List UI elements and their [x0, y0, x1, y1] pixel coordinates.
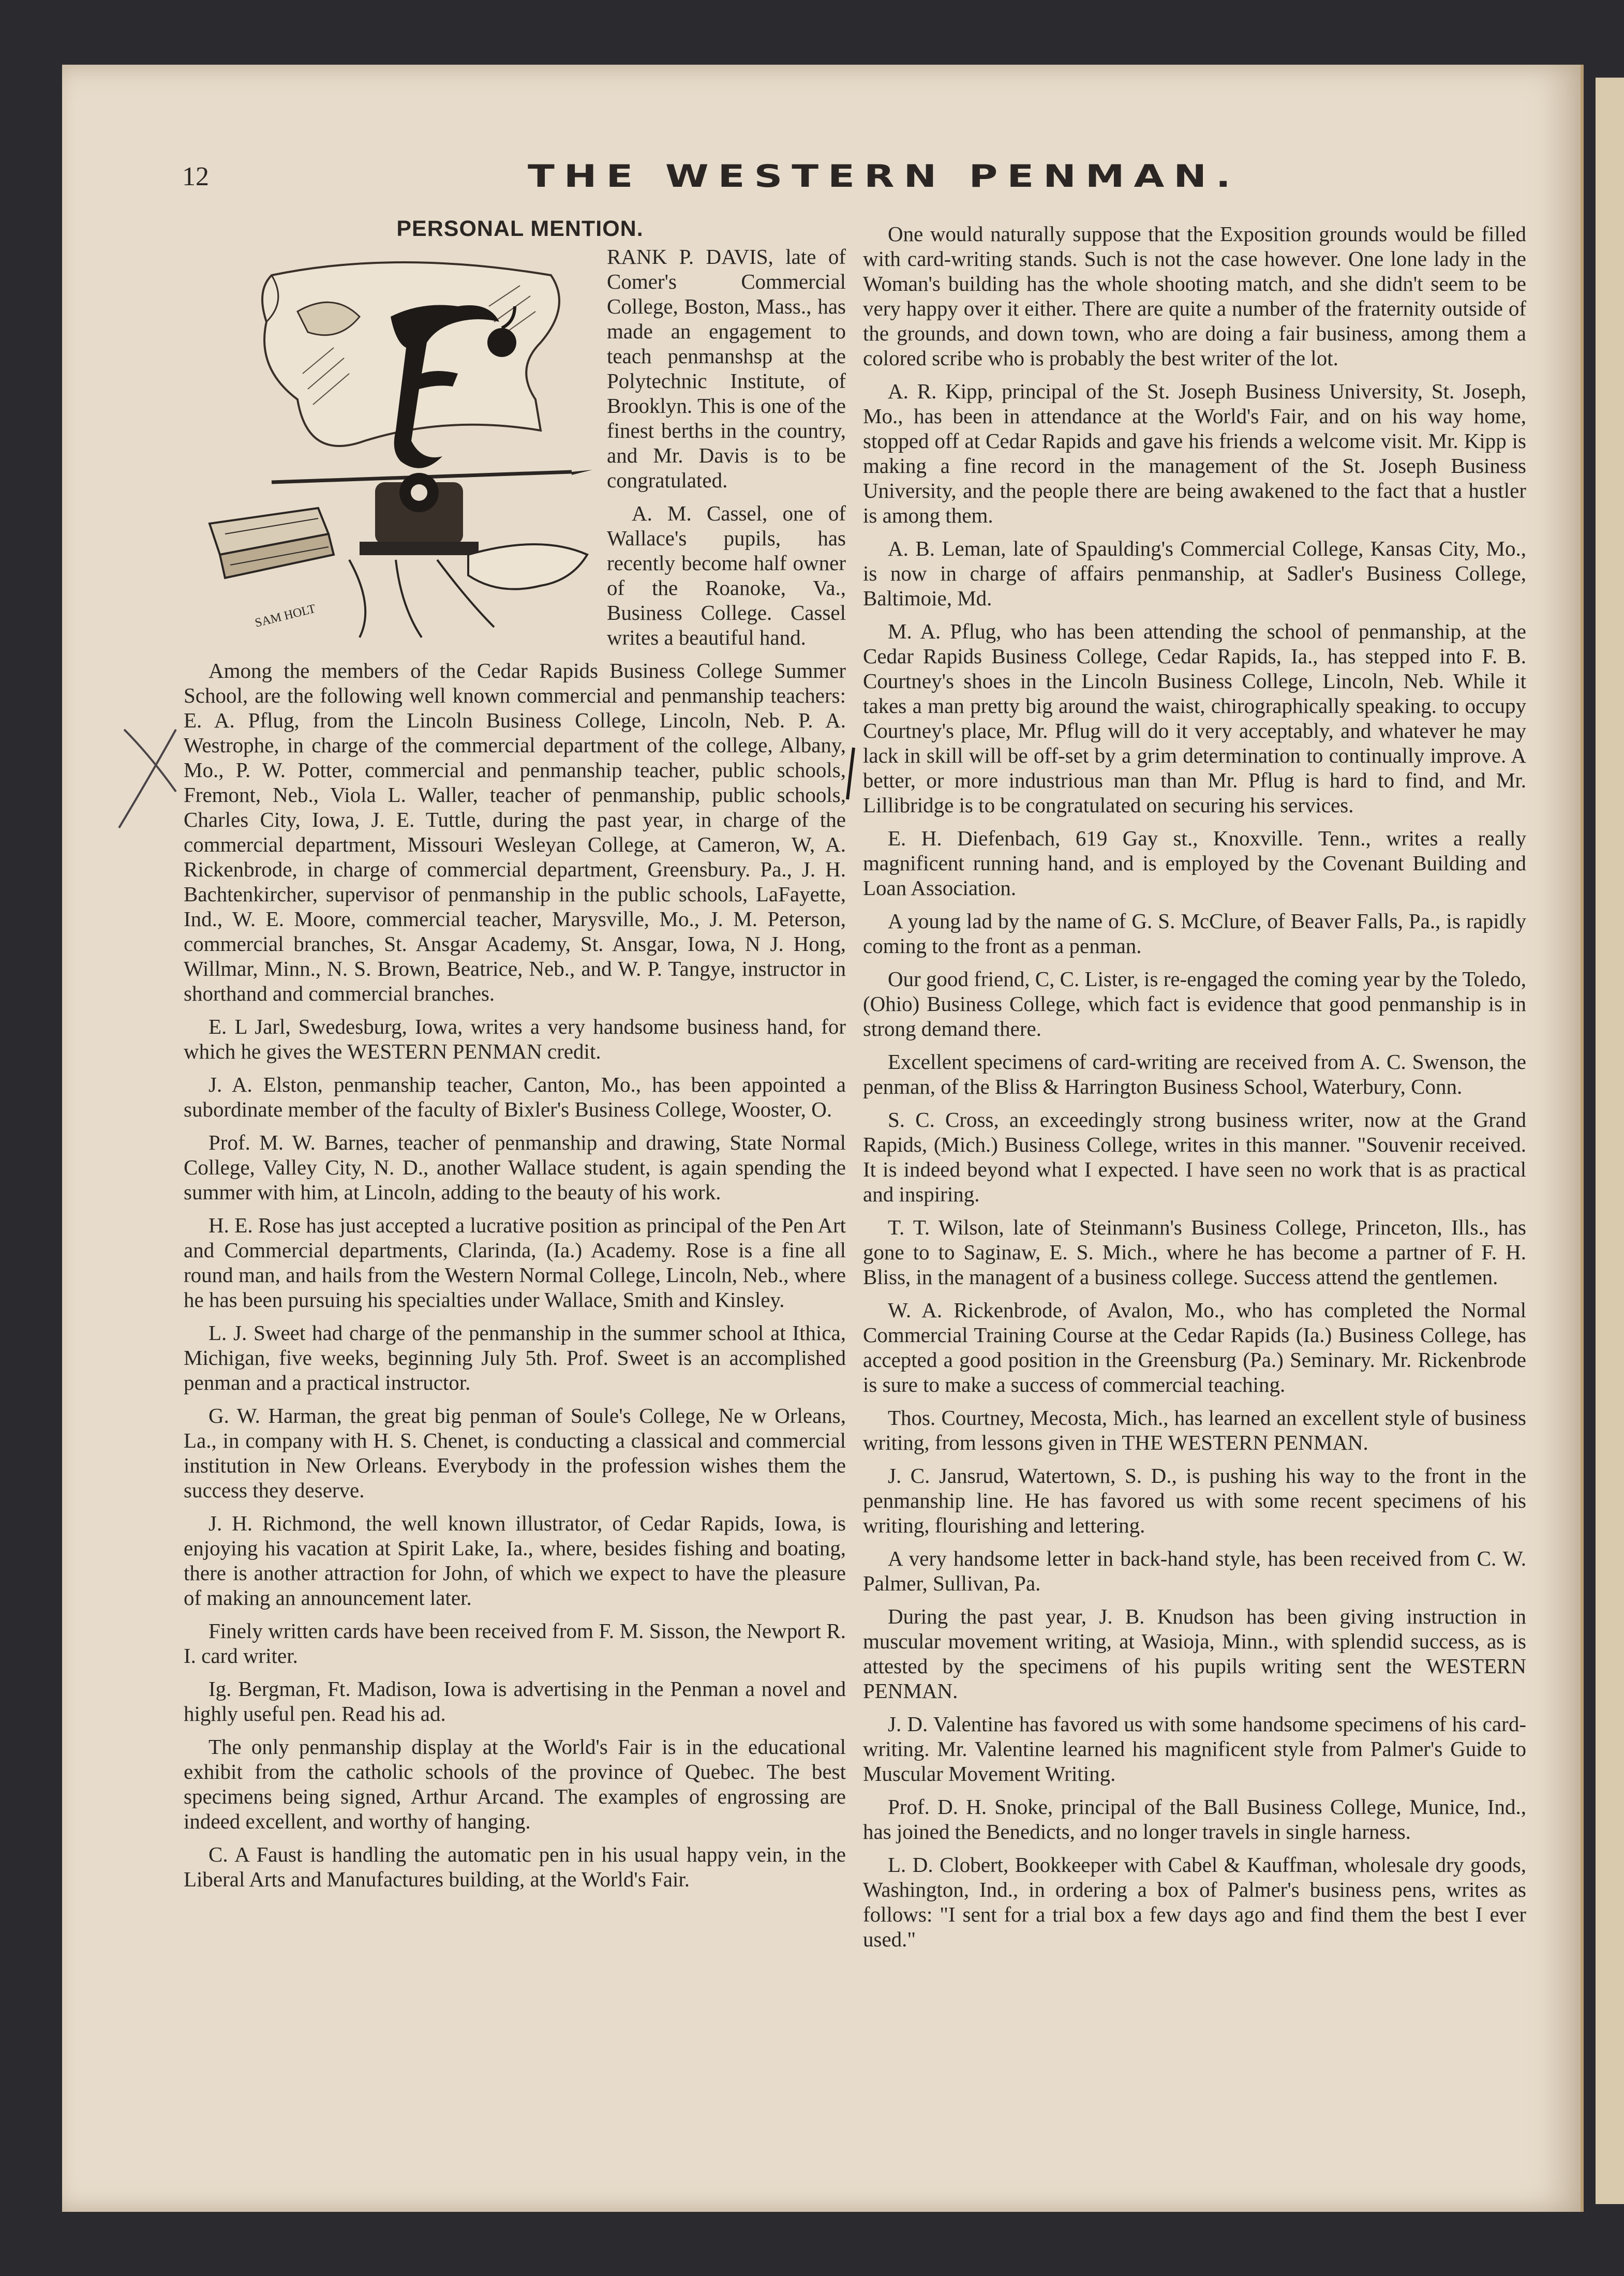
- paragraph: A young lad by the name of G. S. McClure, of Beaver Falls, Pa., is rapidly coming to the front as a penman.: [863, 909, 1526, 958]
- paragraph: Prof. D. H. Snoke, principal of the Ball Business College, Munice, Ind., has joined the Benedicts, and no longer travels in single harness.: [863, 1795, 1526, 1843]
- paragraph: G. W. Harman, the great big penman of Soule's College, Ne w Orleans, La., in company with H. S. Chenet, is conducting a classical and commercial institution in New Orleans. Everybody in the profession wishes them the success they deserve.: [184, 1404, 846, 1502]
- paragraph: Excellent specimens of card-writing are received from A. C. Swenson, the penman, of the Bliss & Harrington Business School, Waterbury, Conn.: [863, 1050, 1526, 1098]
- paragraph: J. D. Valentine has favored us with some handsome specimens of his card-writing. Mr. Valentine learned his magnificent style from Palmer's Guide to Muscular Movement Writing.: [863, 1712, 1526, 1786]
- paragraph: Thos. Courtney, Mecosta, Mich., has learned an excellent style of business writing, from lessons given in THE WESTERN PENMAN.: [863, 1406, 1526, 1454]
- paragraph: Our good friend, C, C. Lister, is re-engaged the coming year by the Toledo, (Ohio) Business College, which fact is evidence that good penmanship is in strong demand there.: [863, 967, 1526, 1040]
- paragraph: T. T. Wilson, late of Steinmann's Business College, Princeton, Ills., has gone to to Saginaw, E. S. Mich., where he has become a partner of F. H. Bliss, in the managent of a business college. Success attend the gentlemen.: [863, 1215, 1526, 1289]
- paragraph: S. C. Cross, an exceedingly strong business writer, now at the Grand Rapids, (Mich.) Business College, writes in this manner. "Souvenir received. It is indeed beyond what I expected. I have seen no work that is as practical and inspiring.: [863, 1108, 1526, 1206]
- paragraph: A. B. Leman, late of Spaulding's Commercial College, Kansas City, Mo., is now in charge of affairs penmanship, at Sadler's Business College, Baltimoie, Md.: [863, 537, 1526, 610]
- paragraph: J. A. Elston, penmanship teacher, Canton, Mo., has been appointed a subordinate member of the faculty of Bixler's Business College, Wooster, O.: [184, 1073, 846, 1121]
- paragraph: E. L Jarl, Swedesburg, Iowa, writes a very handsome business hand, for which he gives the WESTERN PENMAN credit.: [184, 1015, 846, 1063]
- paragraph: Prof. M. W. Barnes, teacher of penmanship and drawing, State Normal College, Valley City, N. D., another Wallace student, is again spending the summer with him, at Lincoln, adding to the beauty of his work.: [184, 1130, 846, 1204]
- paragraph: A. R. Kipp, principal of the St. Joseph Business University, St. Joseph, Mo., has been in attendance at the World's Fair, and on his way home, stopped off at Cedar Rapids and gave his friends a welcome visit. Mr. Kipp is making a fine record in the management of the St. Joseph Business University, and the people there are being awakened to the fact that a hustler is among them.: [863, 379, 1526, 527]
- paragraph: L. D. Clobert, Bookkeeper with Cabel & Kauffman, wholesale dry goods, Washington, Ind., in ordering a box of Palmer's business pens, writes as follows: "I sent for a trial box a few days ago and find them the best I ever used.": [863, 1853, 1526, 1951]
- paragraph: During the past year, J. B. Knudson has been giving instruction in muscular movement writing, at Wasioja, Minn., with splendid success, as is attested by the specimens of his pupils writing sent the WESTERN PENMAN.: [863, 1604, 1526, 1703]
- paragraph: M. A. Pflug, who has been attending the school of penmanship, at the Cedar Rapids Business College, Cedar Rapids, Ia., has stepped into F. B. Courtney's shoes in the Lincoln Business College, Lincoln, Neb. While it takes a man pretty big around the waist, chirographically speaking. to occupy Courtney's place, Mr. Pflug will do it very acceptably, and whatever he may lack in skill will be off-set by a grim determination to continually improve. A better, or more industrious man than Mr. Pflug is hard to find, and Mr. Lillibridge is to be congratulated on securing his services.: [863, 619, 1526, 817]
- paragraph: RANK P. DAVIS, late of Comer's Commercial College, Boston, Mass., has made an engagement to teach penmanshsp at the Polytechnic Institute, of Brooklyn. This is one of the finest berths in the country, and Mr. Davis is to be congratulated.: [607, 245, 846, 492]
- section-heading: PERSONAL MENTION.: [396, 216, 644, 241]
- paragraph: C. A Faust is handling the automatic pen in his usual happy vein, in the Liberal Arts and Manufactures building, at the World's Fair.: [184, 1842, 846, 1891]
- masthead: THE WESTERN PENMAN.: [528, 158, 1240, 195]
- paragraph: J. C. Jansrud, Watertown, S. D., is pushing his way to the front in the penmanship line. He has favored us with some recent specimens of his writing, flourishing and lettering.: [863, 1464, 1526, 1537]
- paragraph: L. J. Sweet had charge of the penmanship in the summer school at Ithica, Michigan, five weeks, beginning July 5th. Prof. Sweet is an accomplished penman and a practical instructor.: [184, 1321, 846, 1394]
- left-column: [184, 216, 846, 1900]
- adjacent-page-edge: [1596, 78, 1624, 2204]
- paragraph: A very handsome letter in back-hand style, has been received from C. W. Palmer, Sullivan, Pa.: [863, 1546, 1526, 1595]
- paragraph: J. H. Richmond, the well known illustrator, of Cedar Rapids, Iowa, is enjoying his vacation at Spirit Lake, Ia., where, besides fishing and boating, there is another attraction for John, of which we expect to have the pleasure of making an announcement later.: [184, 1511, 846, 1610]
- paragraph: A. M. Cassel, one of Wallace's pupils, has recently become half owner of the Roanoke, Va., Business College. Cassel writes a beautiful hand.: [607, 501, 846, 649]
- right-column: [863, 221, 1526, 1960]
- paragraph: Ig. Bergman, Ft. Madison, Iowa is advertising in the Penman a novel and highly useful pen. Read his ad.: [184, 1677, 846, 1725]
- paragraph: One would naturally suppose that the Exposition grounds would be filled with card-writing stands. Such is not the case however. One lone lady in the Woman's building has the whole shooting match, and she didn't seem to be very happy over it either. There are quite a number of the fraternity outside of the grounds, and down town, who are doing a fair business, among them a colored scribe who is probably the best writer of the lot.: [863, 222, 1526, 370]
- paragraph: W. A. Rickenbrode, of Avalon, Mo., who has completed the Normal Commercial Training Course at the Cedar Rapids (Ia.) Business College, has accepted a good position in the Greensburg (Pa.) Seminary. Mr. Rickenbrode is sure to make a success of commercial teaching.: [863, 1298, 1526, 1396]
- paragraph: Among the members of the Cedar Rapids Business College Summer School, are the following well known commercial and penmanship teachers: E. A. Pflug, from the Lincoln Business College, Lincoln, Neb. P. A. Westrophe, in charge of the commercial department of the college, Albany, Mo., P. W. Potter, commercial and penmanship teacher, public schools, Fremont, Neb., Viola L. Waller, teacher of penmanship, public schools, Charles City, Iowa, J. E. Tuttle, during the past year, in charge of the commercial department, Missouri Wesleyan College, at Cameron, W, A. Rickenbrode, in charge of commercial department, Greensbury. Pa., J. H. Bachtenkircher, supervisor of penmanship in the public schools, LaFayette, Ind., W. E. Moore, commercial teacher, Marysville, Mo., J. M. Peterson, commercial branches, St. Ansgar Academy, St. Ansgar, Iowa, N J. Hong, Willmar, Minn., N. S. Brown, Beatrice, Neb., and W. P. Tangye, instructor in shorthand and commercial branches.: [184, 659, 846, 1005]
- paragraph: H. E. Rose has just accepted a lucrative position as principal of the Pen Art and Commercial departments, Clarinda, (Ia.) Academy. Rose is a fine all round man, and hails from the Western Normal College, Lincoln, Neb., where he has been pursuing his specialties under Wallace, Smith and Kinsley.: [184, 1213, 846, 1312]
- initial-f-illustration: [178, 244, 598, 643]
- left-paragraphs: [184, 244, 846, 650]
- paragraph: E. H. Diefenbach, 619 Gay st., Knoxville. Tenn., writes a really magnificent running hand, and is employed by the Covenant Building and Loan Association.: [863, 826, 1526, 900]
- paragraph: Finely written cards have been received from F. M. Sisson, the Newport R. I. card writer.: [184, 1619, 846, 1668]
- artist-signature: SAM HOLT: [254, 602, 317, 630]
- paragraph: The only penmanship display at the World's Fair is in the educational exhibit from the catholic schools of the province of Quebec. The best specimens being signed, Arthur Arcand. The examples of engrossing are indeed excellent, and worthy of hanging.: [184, 1735, 846, 1833]
- page-number: 12: [182, 162, 209, 191]
